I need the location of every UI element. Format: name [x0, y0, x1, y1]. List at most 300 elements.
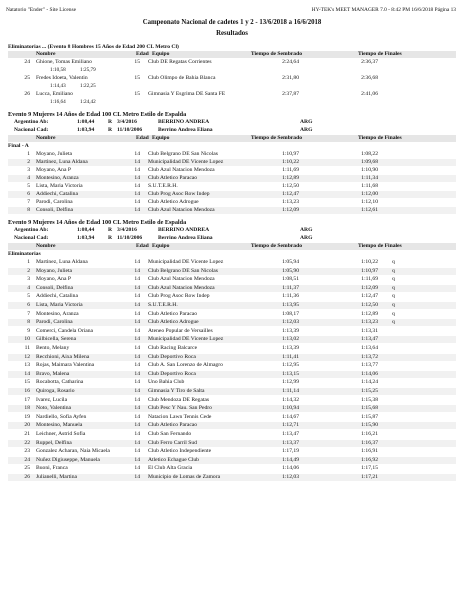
result-row	[0, 91, 464, 98]
result-place: 2	[27, 267, 30, 274]
final-time: 1:12,61	[361, 207, 378, 213]
record-label: Nacional Cad:	[14, 127, 49, 133]
result-row	[0, 431, 464, 438]
final-time: 2:36,68	[361, 75, 378, 81]
seed-time: 1:12,99	[282, 379, 299, 386]
result-place: 26	[24, 91, 30, 97]
swimmer-name: Gonzalez Acharan, Naia Micaela	[36, 448, 110, 455]
final-time: 1:12,10	[361, 199, 378, 205]
record-date: 3/4/2016	[117, 227, 137, 233]
final-time: 1:15,90	[361, 422, 378, 429]
seed-time: 1:13,47	[282, 431, 299, 437]
seed-time: 1:14,32	[282, 396, 299, 403]
result-row	[0, 207, 464, 214]
splits-row	[0, 67, 464, 74]
swimmer-name: Fredes Idoeta, Valentin	[36, 75, 88, 81]
section-title-elim-event8: Eliminatorias ... (Evento 8 Hombres 15 Años de Edad 200 CL Metro Cl)	[8, 44, 179, 50]
swimmer-team: Club Atletico Adrogue	[148, 199, 199, 205]
split-time: 1:24,42	[80, 99, 96, 105]
swimmer-age: 14	[134, 284, 140, 291]
qualifier-mark: q	[392, 259, 395, 265]
seed-time: 1:13,37	[282, 439, 299, 446]
swimmer-name: Leichner, Astrid Sofia	[36, 431, 86, 437]
record-date: 11/10/2006	[117, 127, 143, 133]
result-place: 12	[24, 353, 30, 360]
swimmer-name: Martinez, Luna Aldana	[36, 159, 88, 165]
result-place: 4	[27, 175, 30, 181]
swimmer-age: 14	[134, 465, 140, 472]
result-row	[0, 388, 464, 395]
result-row	[0, 362, 464, 369]
record-time: 1:08,44	[77, 119, 95, 125]
result-place: 22	[24, 439, 30, 446]
split-time: 1:25,79	[80, 67, 96, 73]
result-place: 25	[24, 75, 30, 81]
final-time: 1:13,64	[361, 345, 378, 351]
final-time: 1:16,91	[361, 448, 378, 455]
swimmer-age: 14	[134, 183, 140, 189]
seed-time: 1:11,37	[282, 284, 299, 291]
swimmer-team: Ateneo Popular de Versailles	[148, 327, 213, 334]
split-time: 1:10,58	[50, 67, 66, 73]
swimmer-name: Rojas, Maimara Valentina	[36, 362, 95, 369]
swimmer-name: Nuñez Digiuseppe, Manuela	[36, 456, 100, 463]
swimmer-team: Club Atletico Adrogue	[148, 319, 199, 326]
swimmer-name: Nardiello, Sofia Ayfen	[36, 413, 87, 420]
qualifier-mark: q	[392, 284, 395, 291]
result-row	[0, 422, 464, 429]
swimmer-age: 14	[134, 191, 140, 197]
result-place: 7	[27, 310, 30, 317]
seed-time: 2:24,64	[282, 59, 299, 65]
seed-time: 1:12,95	[282, 362, 299, 369]
result-row	[0, 354, 464, 361]
swimmer-age: 14	[134, 362, 140, 369]
record-row	[0, 127, 464, 134]
seed-time: 1:11,36	[282, 293, 299, 300]
record-holder: Berrino Andrea Eliana	[158, 127, 213, 133]
swimmer-team: Municipio de Lomas de Zamora	[148, 474, 221, 480]
seed-time: 1:12,50	[282, 183, 299, 189]
final-time: 2:41,06	[361, 91, 378, 97]
result-row	[0, 311, 464, 318]
result-row	[0, 268, 464, 275]
result-row	[0, 199, 464, 206]
final-time: 1:11,69	[361, 276, 378, 283]
seed-time: 1:11,69	[282, 167, 299, 173]
seed-time: 2:37,87	[282, 91, 299, 97]
result-place: 11	[24, 345, 30, 351]
swimmer-name: Parodi, Carolina	[36, 199, 73, 205]
swimmer-team: Uno Bahia Club	[148, 379, 185, 386]
record-flag: R	[108, 235, 113, 241]
column-header-row	[0, 243, 464, 250]
swimmer-age: 14	[134, 448, 140, 455]
seed-time: 1:12,09	[282, 207, 299, 213]
swimmer-team: S.U.T.E.R.H.	[148, 183, 178, 189]
header-left: Natatorio "Ender" - Site License	[6, 7, 76, 13]
result-place: 24	[24, 456, 30, 463]
record-holder: BERRINO ANDREA	[158, 227, 210, 233]
result-row	[0, 448, 464, 455]
meet-title: Campeonato Nacional de cadetes 1 y 2 - 13/6/2018 a 16/6/2018	[142, 19, 322, 26]
record-flag: R	[108, 127, 113, 133]
event-title-row	[0, 111, 464, 118]
swimmer-age: 14	[134, 302, 140, 308]
result-place: 23	[24, 448, 30, 455]
swimmer-age: 15	[134, 75, 140, 81]
swimmer-name: Rocabotta, Catharina	[36, 379, 84, 386]
swimmer-name: Lucca, Emiliano	[36, 91, 73, 97]
result-place: 4	[27, 284, 30, 291]
swimmer-name: Ivarez, Lucila	[36, 396, 68, 403]
final-time: 1:13,72	[361, 353, 378, 360]
seed-time: 1:10,94	[282, 405, 299, 412]
final-time: 1:16,37	[361, 439, 378, 446]
swimmer-age: 14	[134, 439, 140, 446]
swimmer-name: Noto, Valentina	[36, 405, 72, 412]
swimmer-team: Club Prog Asoc Row Indep	[148, 191, 210, 197]
result-row	[0, 276, 464, 283]
swimmer-age: 14	[134, 259, 140, 265]
swimmer-name: Moyano, Julieta	[36, 151, 73, 157]
swimmer-team: Gimnasia Y Esgrima DE Santa FE	[148, 91, 226, 97]
result-row	[0, 285, 464, 292]
final-time: 1:12,47	[361, 293, 378, 300]
result-row	[0, 414, 464, 421]
result-row	[0, 474, 464, 481]
seed-time: 1:11,14	[282, 388, 299, 394]
column-nombre: Nombre	[36, 243, 56, 249]
swimmer-age: 14	[134, 276, 140, 283]
swimmer-age: 14	[134, 422, 140, 429]
column-sembrado: Tiempo de Sembrado	[250, 243, 302, 249]
swimmer-team: Club Atletico Independiente	[148, 448, 212, 455]
result-place: 25	[24, 465, 30, 472]
swimmer-name: Ruppel, Delfina	[36, 439, 72, 446]
swimmer-name: Consoli, Delfina	[36, 207, 73, 213]
swimmer-team: Club Azul Natacion Mendoza	[148, 207, 215, 213]
section-title-final-a-row	[0, 143, 464, 150]
result-row	[0, 259, 464, 266]
event-title: Evento 9 Mujeres 14 Años de Edad 100 CL Metro Estilo de Espalda	[8, 219, 187, 226]
swimmer-age: 14	[134, 207, 140, 213]
swimmer-name: Ghione, Tomas Emiliano	[36, 59, 92, 65]
section-title-final-a: Final - A	[8, 143, 29, 149]
final-time: 1:14,24	[361, 379, 378, 386]
record-row	[0, 119, 464, 126]
final-time: 1:10,22	[361, 259, 378, 265]
final-time: 1:13,47	[361, 336, 378, 343]
qualifier-mark: q	[392, 302, 395, 308]
seed-time: 1:05,94	[282, 259, 299, 265]
qualifier-mark: q	[392, 293, 395, 300]
result-place: 3	[27, 276, 30, 283]
result-row	[0, 457, 464, 464]
swimmer-age: 14	[134, 159, 140, 165]
result-place: 26	[24, 474, 30, 480]
result-row	[0, 75, 464, 82]
swimmer-team: Club DE Regatas Corrientes	[148, 59, 212, 65]
swimmer-age: 14	[134, 388, 140, 394]
swimmer-name: Parodi, Carolina	[36, 319, 73, 326]
final-time: 1:13,23	[361, 319, 378, 326]
record-holder: Berrino Andrea Eliana	[158, 235, 213, 241]
seed-time: 1:12,47	[282, 191, 299, 197]
record-country: ARG	[300, 235, 313, 241]
swimmer-age: 14	[134, 370, 140, 377]
swimmer-age: 14	[134, 199, 140, 205]
result-row	[0, 328, 464, 335]
swimmer-team: Club Prog Asoc Row Indep	[148, 293, 210, 300]
seed-time: 1:13,39	[282, 327, 299, 334]
seed-time: 1:17,19	[282, 448, 299, 455]
event-title-row	[0, 219, 464, 226]
swimmer-name: Montesino, Manuela	[36, 422, 83, 429]
result-place: 24	[24, 59, 30, 65]
final-time: 1:10,90	[361, 167, 378, 173]
swimmer-age: 14	[134, 175, 140, 181]
result-place: 1	[27, 259, 30, 265]
seed-time: 1:13,02	[282, 336, 299, 343]
final-time: 1:08,22	[361, 151, 378, 157]
result-place: 18	[24, 405, 30, 412]
swimmer-name: Lista, Maria Victoria	[36, 302, 83, 308]
result-row	[0, 293, 464, 300]
swimmer-age: 14	[134, 405, 140, 412]
seed-time: 1:13,39	[282, 345, 299, 351]
swimmer-age: 14	[134, 353, 140, 360]
swimmer-team: Club Azul Natacion Mendoza	[148, 167, 215, 173]
column-finales: Tiempo de Finales	[358, 51, 402, 57]
result-place: 14	[24, 370, 30, 377]
swimmer-age: 14	[134, 336, 140, 343]
record-country: ARG	[300, 119, 313, 125]
column-finales: Tiempo de Finales	[358, 243, 402, 249]
header-right: HY-TEK's MEET MANAGER 7.0 - 8:42 PM 16/6/2018 Página 13	[311, 7, 456, 13]
result-row	[0, 345, 464, 352]
final-time: 1:15,38	[361, 396, 378, 403]
record-label: Argentino Ab:	[14, 227, 49, 233]
record-date: 3/4/2016	[117, 119, 137, 125]
final-time: 1:09,68	[361, 159, 378, 165]
swimmer-team: El Club Alta Gracia	[148, 465, 193, 472]
splits-row	[0, 99, 464, 106]
swimmer-name: Bento, Melany	[36, 345, 70, 351]
result-place: 8	[27, 319, 30, 326]
result-row	[0, 167, 464, 174]
column-nombre: Nombre	[36, 135, 56, 141]
swimmer-team: Club Azul Natacion Mendoza	[148, 276, 215, 283]
swimmer-name: Moyano, Ana P	[36, 276, 71, 283]
swimmer-age: 14	[134, 151, 140, 157]
swimmer-name: Moyano, Ana P	[36, 167, 71, 173]
swimmer-age: 14	[134, 310, 140, 317]
record-row	[0, 235, 464, 242]
qualifier-mark: q	[392, 310, 395, 317]
swimmer-team: Club Racing Balcarce	[148, 345, 198, 351]
seed-time: 1:10,97	[282, 151, 299, 157]
seed-time: 1:12,03	[282, 319, 299, 326]
final-time: 1:15,87	[361, 413, 378, 420]
result-place: 20	[24, 422, 30, 429]
result-row	[0, 151, 464, 158]
swimmer-age: 14	[134, 327, 140, 334]
record-flag: R	[108, 227, 113, 233]
swimmer-team: Club Mendoza DE Regatas	[148, 396, 210, 403]
swimmer-age: 15	[134, 91, 140, 97]
record-date: 11/10/2006	[117, 235, 143, 241]
column-edad: Edad	[136, 135, 149, 141]
swimmer-team: Club Deportivo Roca	[148, 353, 196, 360]
column-equipo: Equipo	[152, 51, 170, 57]
split-time: 1:14,43	[50, 83, 66, 89]
record-label: Argentino Ab:	[14, 119, 49, 125]
column-finales: Tiempo de Finales	[358, 135, 402, 141]
swimmer-age: 14	[134, 396, 140, 403]
seed-time: 1:05,90	[282, 267, 299, 274]
section-title-eliminatorias-row	[0, 251, 464, 258]
swimmer-name: Comerci, Candela Oriana	[36, 327, 94, 334]
swimmer-name: Quiroga, Rosario	[36, 388, 75, 394]
swimmer-team: Club Belgrano DE San Nicolas	[148, 267, 218, 274]
result-row	[0, 465, 464, 472]
qualifier-mark: q	[392, 267, 395, 274]
final-time: 1:14,06	[361, 370, 378, 377]
record-holder: BERRINO ANDREA	[158, 119, 210, 125]
final-time: 2:36,37	[361, 59, 378, 65]
result-place: 13	[24, 362, 30, 369]
final-time: 1:17,15	[361, 465, 378, 472]
seed-time: 1:13,95	[282, 302, 299, 308]
final-time: 1:12,50	[361, 302, 378, 308]
seed-time: 1:12,03	[282, 474, 299, 480]
result-row	[0, 319, 464, 326]
seed-time: 1:11,41	[282, 353, 299, 360]
seed-time: 1:12,89	[282, 175, 299, 181]
swimmer-name: Moyano, Julieta	[36, 267, 73, 274]
final-time: 1:13,77	[361, 362, 378, 369]
result-place: 9	[27, 327, 30, 334]
swimmer-name: Julianelli, Martina	[36, 474, 78, 480]
swimmer-team: Municipalidad DE Vicente Lopez	[148, 159, 224, 165]
section-title-elim-event8-row	[0, 44, 464, 51]
record-flag: R	[108, 119, 113, 125]
swimmer-age: 14	[134, 456, 140, 463]
record-country: ARG	[300, 227, 313, 233]
record-country: ARG	[300, 127, 313, 133]
seed-time: 1:12,71	[282, 422, 299, 429]
column-equipo: Equipo	[152, 135, 170, 141]
record-row	[0, 227, 464, 234]
result-row	[0, 302, 464, 309]
swimmer-name: Addiechi, Catalina	[36, 293, 78, 300]
swimmer-team: Club San Fernando	[148, 431, 192, 437]
swimmer-team: S.U.T.E.R.H.	[148, 302, 178, 308]
column-edad: Edad	[136, 243, 149, 249]
result-place: 1	[27, 151, 30, 157]
seed-time: 1:13,15	[282, 370, 299, 377]
result-place: 7	[27, 199, 30, 205]
final-time: 1:12,09	[361, 284, 378, 291]
swimmer-team: Club Deportivo Roca	[148, 370, 196, 377]
final-time: 1:17,21	[361, 474, 378, 480]
swimmer-name: Bravo, Malena	[36, 370, 70, 377]
column-edad: Edad	[136, 51, 149, 57]
swimmer-team: Club Atletico Paracao	[148, 175, 198, 181]
final-time: 1:12,89	[361, 310, 378, 317]
swimmer-team: Club A. San Lorenzo de Almagro	[148, 362, 223, 369]
section-title-eliminatorias: Eliminatorias	[8, 251, 41, 257]
split-time: 1:22,25	[80, 83, 96, 89]
swimmer-age: 14	[134, 293, 140, 300]
results-subtitle: Resultados	[216, 30, 248, 37]
result-place: 15	[24, 379, 30, 386]
column-equipo: Equipo	[152, 243, 170, 249]
swimmer-name: Montesino, Aranza	[36, 310, 79, 317]
swimmer-team: Gimnasia Y Tiro de Salta	[148, 388, 205, 394]
result-row	[0, 59, 464, 66]
swimmer-team: Municipalidad DE Vicente Lopez	[148, 336, 224, 343]
swimmer-name: Buoni, Franca	[36, 465, 68, 472]
seed-time: 1:08,51	[282, 276, 299, 283]
seed-time: 1:14,67	[282, 413, 299, 420]
seed-time: 1:14,49	[282, 456, 299, 463]
swimmer-age: 14	[134, 319, 140, 326]
swimmer-age: 14	[134, 345, 140, 351]
result-place: 19	[24, 413, 30, 420]
result-place: 6	[27, 302, 30, 308]
column-header-row	[0, 135, 464, 142]
final-time: 1:11,68	[361, 183, 378, 189]
qualifier-mark: q	[392, 319, 395, 326]
record-time: 1:03,94	[77, 235, 95, 241]
swimmer-name: Consoli, Delfina	[36, 284, 73, 291]
swimmer-team: Club Atletico Paracao	[148, 310, 198, 317]
result-row	[0, 183, 464, 190]
seed-time: 2:31,80	[282, 75, 299, 81]
seed-time: 1:08,17	[282, 310, 299, 317]
result-row	[0, 371, 464, 378]
result-place: 2	[27, 159, 30, 165]
event-title: Evento 9 Mujeres 14 Años de Edad 100 CL Metro Estilo de Espalda	[8, 111, 187, 118]
swimmer-team: Club Azul Natacion Mendoza	[148, 284, 215, 291]
result-place: 3	[27, 167, 30, 173]
final-time: 1:15,68	[361, 405, 378, 412]
final-time: 1:15,25	[361, 388, 378, 394]
swimmer-name: Recchioni, Aixa Milena	[36, 353, 90, 360]
final-time: 1:11,34	[361, 175, 378, 181]
column-nombre: Nombre	[36, 51, 56, 57]
swimmer-name: Martinez, Luna Aldana	[36, 259, 88, 265]
swimmer-age: 14	[134, 431, 140, 437]
result-place: 5	[27, 183, 30, 189]
swimmer-team: Atletico Echague Club	[148, 456, 199, 463]
final-time: 1:16,21	[361, 431, 378, 437]
seed-time: 1:13,23	[282, 199, 299, 205]
swimmer-team: Natacion Lawn Tennis Cede	[148, 413, 212, 420]
swimmer-age: 14	[134, 413, 140, 420]
seed-time: 1:14,06	[282, 465, 299, 472]
swimmer-team: Club Ferro Carril Sud	[148, 439, 197, 446]
record-time: 1:03,94	[77, 127, 95, 133]
record-label: Nacional Cad:	[14, 235, 49, 241]
result-row	[0, 175, 464, 182]
swimmer-team: Club Belgrano DE San Nicolas	[148, 151, 218, 157]
result-row	[0, 440, 464, 447]
swimmer-age: 15	[134, 59, 140, 65]
split-time: 1:16,64	[50, 99, 66, 105]
